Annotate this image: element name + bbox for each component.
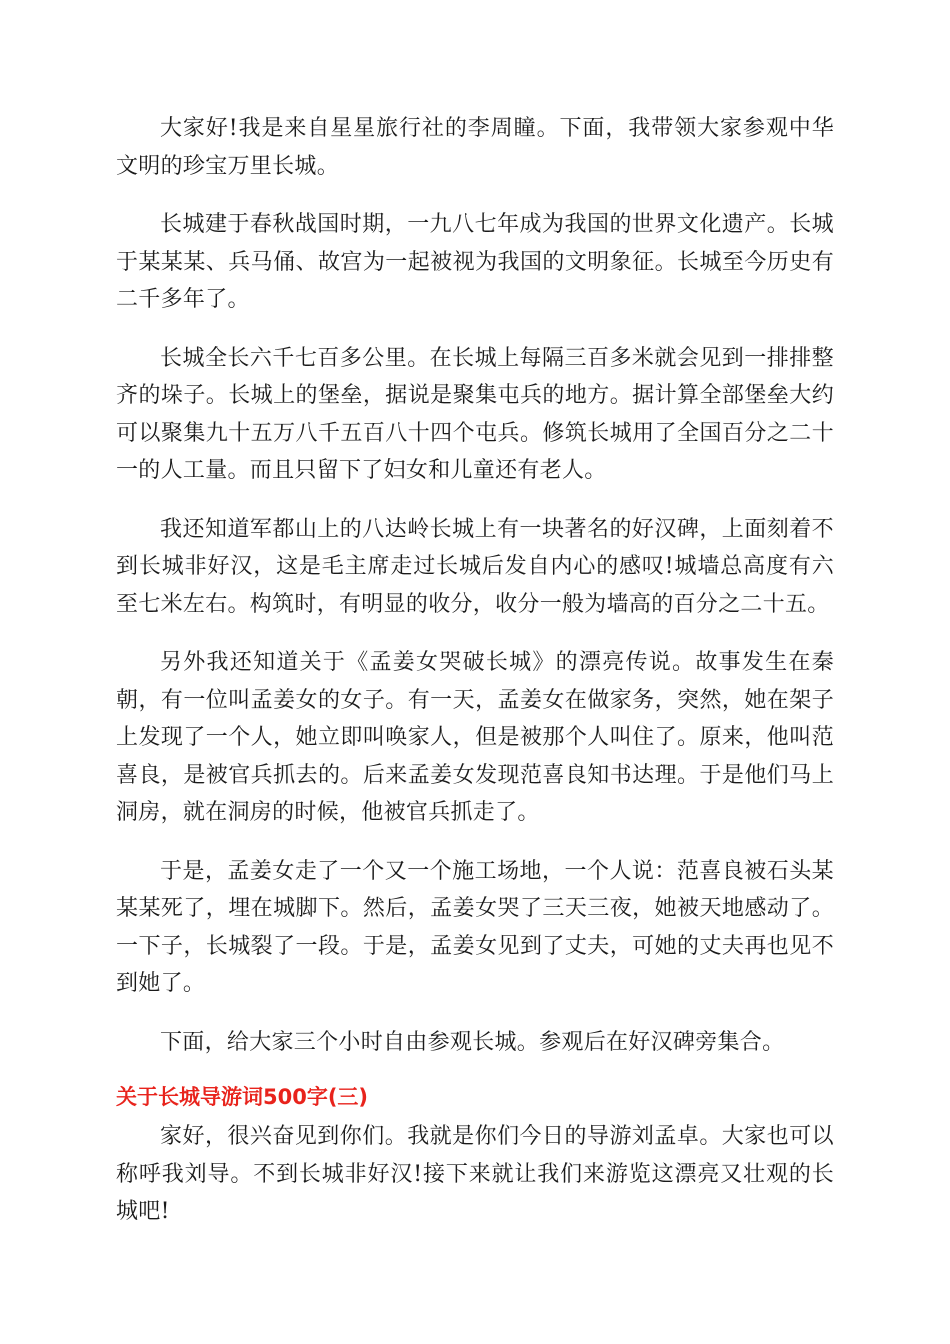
paragraph-section3-intro: 家好，很兴奋见到你们。我就是你们今日的导游刘孟卓。大家也可以称呼我刘导。不到长城非好汉!接下来就让我们来游览这漂亮又壮观的长城吧! <box>116 1124 834 1224</box>
paragraph-intro: 大家好!我是来自星星旅行社的李周瞳。下面，我带领大家参观中华文明的珍宝万里长城。 <box>116 116 834 179</box>
paragraph-length: 长城全长六千七百多公里。在长城上每隔三百多米就会见到一排排整齐的垛子。长城上的堡垒，据说是聚集屯兵的地方。据计算全部堡垒大约可以聚集九十五万八千五百八十四个屯兵。修筑长城用了全国百分之二十一的人工量。而且只留下了妇女和儿童还有老人。 <box>116 345 834 483</box>
paragraph-history: 长城建于春秋战国时期，一九八七年成为我国的世界文化遗产。长城于某某某、兵马俑、故宫为一起被视为我国的文明象征。长城至今历史有二千多年了。 <box>116 212 834 312</box>
paragraph-free-visit: 下面，给大家三个小时自由参观长城。参观后在好汉碑旁集合。 <box>160 1029 785 1055</box>
paragraph-legend: 另外我还知道关于《孟姜女哭破长城》的漂亮传说。故事发生在秦朝，有一位叫孟姜女的女子。有一天，孟姜女在做家务，突然，她在架子上发现了一个人，她立即叫唤家人，但是被那个人叫住了。原来，他叫范喜良，是被官兵抓去的。后来孟姜女发现范喜良知书达理。于是他们马上洞房，就在洞房的时候，他被官兵抓走了。 <box>116 650 834 825</box>
paragraph-haohan-stele: 我还知道军都山上的八达岭长城上有一块著名的好汉碑，上面刻着不到长城非好汉，这是毛主席走过长城后发自内心的感叹!城墙总高度有六至七米左右。构筑时，有明显的收分，收分一般为墙高的百分之二十五。 <box>116 516 834 617</box>
section-heading: 关于长城导游词500字(三) <box>116 1085 369 1109</box>
paragraph-legend-continued: 于是，孟姜女走了一个又一个施工场地，一个人说：范喜良被石头某某某死了，埋在城脚下。然后，孟姜女哭了三天三夜，她被天地感动了。一下子，长城裂了一段。于是，孟姜女见到了丈夫，可她的丈夫再也见不到她了。 <box>116 858 834 996</box>
document-body <box>116 110 834 1252</box>
